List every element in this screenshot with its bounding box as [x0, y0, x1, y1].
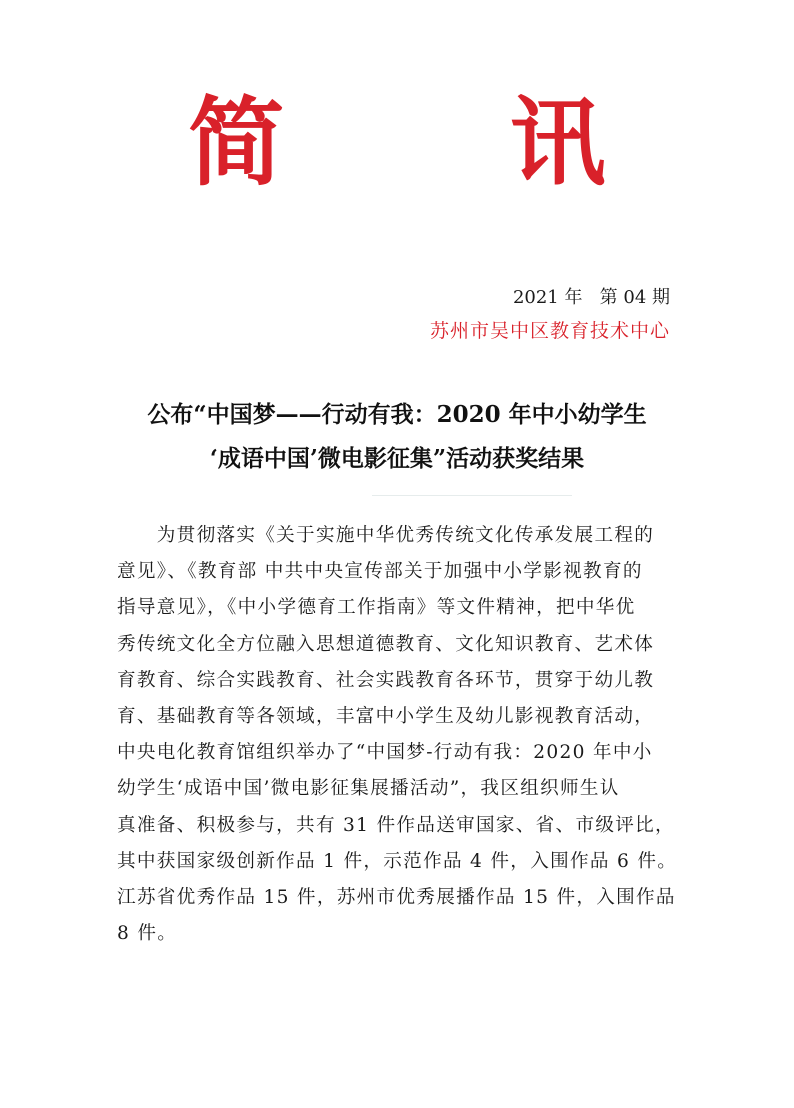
- body-line: 真准备、积极参与，共有 31 件作品送审国家、省、市级评比，: [117, 814, 675, 836]
- headline-line-1: 公布“中国梦——行动有我：2020 年中小幼学生: [147, 401, 647, 428]
- masthead-title: 简 讯: [188, 87, 702, 199]
- body-line: 育教育、综合实践教育、社会实践教育各环节，贯穿于幼儿教: [117, 669, 655, 691]
- headline-line-2: ‘成语中国’微电影征集”活动获奖结果: [209, 445, 585, 472]
- body-line: 为贯彻落实《关于实施中华优秀传统文化传承发展工程的: [117, 525, 655, 546]
- organization-name: 苏州市吴中区教育技术中心: [429, 320, 670, 342]
- body-line: 育、基础教育等各领域，丰富中小学生及幼儿影视教育活动，: [117, 706, 655, 728]
- body-line: 江苏省优秀作品 15 件，苏州市优秀展播作品 15 件，入围作品: [117, 887, 676, 909]
- body-paragraph: [117, 518, 677, 952]
- body-line: 中央电化教育馆组织举办了“中国梦-行动有我：2020 年中小: [117, 742, 653, 764]
- issue-number: 2021 年 第 04 期: [512, 287, 670, 308]
- body-line: 幼学生‘成语中国’微电影征集展播活动”，我区组织师生认: [117, 778, 620, 800]
- body-line: 8 件。: [117, 923, 178, 945]
- body-line: 意见》、《教育部 中共中央宣传部关于加强中小学影视教育的: [117, 561, 643, 583]
- body-line: 指导意见》，《中小学德育工作指南》等文件精神，把中华优: [117, 597, 636, 619]
- headline: [0, 393, 794, 481]
- body-line: 其中获国家级创新作品 1 件，示范作品 4 件，入围作品 6 件。: [117, 850, 678, 872]
- divider: [372, 495, 572, 496]
- body-line: 秀传统文化全方位融入思想道德教育、文化知识教育、艺术体: [117, 633, 655, 655]
